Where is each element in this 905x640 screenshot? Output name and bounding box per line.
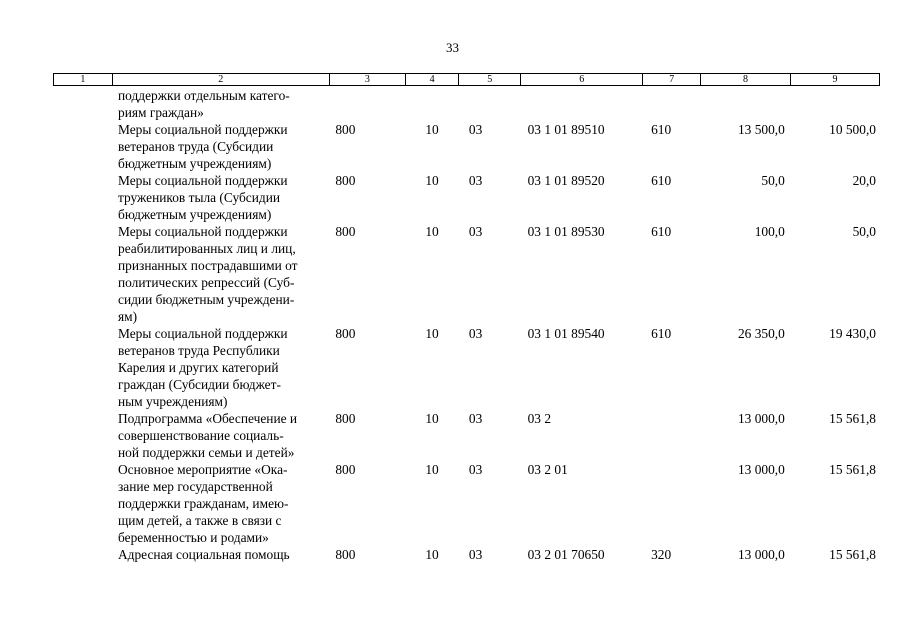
header-cell-4: 4 (405, 74, 459, 86)
header-cell-2: 2 (112, 74, 329, 86)
cell-c6 (521, 87, 643, 121)
row-name-line: Меры социальной поддержки (118, 122, 288, 137)
row-name-line: реабилитированных лиц и лиц, (118, 241, 296, 256)
table-row (53, 87, 880, 121)
row-name-line: бюджетным учреждениям) (118, 207, 272, 222)
cell-c8: 13 000,0 (737, 547, 785, 562)
row-name (53, 223, 329, 325)
row-name (53, 546, 329, 563)
row-name (53, 410, 329, 461)
row-name-line: ным учреждениям) (118, 394, 228, 409)
cell-c4: 10 (425, 224, 439, 239)
table-row (53, 325, 880, 410)
row-name-line: бюджетным учреждениям) (118, 156, 272, 171)
row-name-line: Меры социальной поддержки (118, 224, 288, 239)
cell-c6: 03 1 01 89540 (527, 326, 605, 341)
cell-c3 (329, 87, 405, 121)
cell-c3: 800 (335, 462, 356, 477)
cell-c9: 10 500,0 (829, 122, 876, 137)
cell-c4: 10 (425, 411, 439, 426)
header-cell-9: 9 (790, 74, 879, 86)
row-name-line: Карелия и других категорий (118, 360, 279, 375)
cell-c6: 03 2 01 70650 (527, 547, 605, 562)
cell-c3: 800 (335, 173, 356, 188)
cell-c8: 13 500,0 (737, 122, 785, 137)
header-cell-1: 1 (54, 74, 113, 86)
cell-c6: 03 2 (527, 411, 552, 426)
row-name-line: Адресная социальная помощь (118, 547, 290, 562)
cell-c5: 03 (468, 547, 483, 562)
row-name-line: щим детей, а также в связи с (118, 513, 282, 528)
cell-c3: 800 (335, 122, 356, 137)
page-number: 33 (446, 40, 459, 55)
row-name-line: граждан (Субсидии бюджет- (118, 377, 281, 392)
cell-c6: 03 2 01 (527, 462, 568, 477)
header-cell-7: 7 (643, 74, 701, 86)
row-name-line: тружеников тыла (Субсидии (118, 190, 281, 205)
row-name-line: политических репрессий (Суб- (118, 275, 295, 290)
cell-c7: 320 (651, 547, 672, 562)
cell-c8: 50,0 (761, 173, 785, 188)
cell-c4 (405, 87, 459, 121)
cell-c7: 610 (651, 224, 672, 239)
row-name-line: поддержки отдельным катего- (118, 88, 290, 103)
cell-c5: 03 (468, 326, 483, 341)
cell-c4: 10 (425, 326, 439, 341)
cell-c4: 10 (425, 173, 439, 188)
budget-table (53, 87, 880, 563)
row-name-line: Меры социальной поддержки (118, 173, 288, 188)
cell-c4: 10 (425, 547, 439, 562)
cell-c7: 610 (651, 173, 672, 188)
header-row (54, 74, 880, 86)
header-cell-5: 5 (459, 74, 521, 86)
cell-c6: 03 1 01 89530 (527, 224, 605, 239)
table-row (53, 223, 880, 325)
cell-c9: 19 430,0 (829, 326, 876, 341)
row-name-line: беременностью и родами» (118, 530, 269, 545)
column-number-header (53, 73, 880, 86)
cell-c3: 800 (335, 326, 356, 341)
table-row (53, 461, 880, 546)
cell-c8: 13 000,0 (737, 462, 785, 477)
cell-c6: 03 1 01 89510 (527, 122, 605, 137)
cell-c9 (791, 87, 880, 121)
row-name-line: риям граждан» (118, 105, 204, 120)
row-name-line: зание мер государственной (118, 479, 273, 494)
cell-c4: 10 (425, 122, 439, 137)
cell-c5: 03 (468, 224, 483, 239)
cell-c9: 15 561,8 (829, 462, 876, 477)
cell-c9: 50,0 (852, 224, 876, 239)
row-name (53, 172, 329, 223)
cell-c7 (643, 87, 701, 121)
cell-c3: 800 (335, 224, 356, 239)
row-name (53, 121, 329, 172)
cell-c4: 10 (425, 462, 439, 477)
cell-c9: 15 561,8 (829, 547, 876, 562)
table-row (53, 546, 880, 563)
header-cell-6: 6 (521, 74, 643, 86)
row-name (53, 87, 329, 121)
header-cell-3: 3 (329, 74, 405, 86)
cell-c5: 03 (468, 411, 483, 426)
table-row (53, 410, 880, 461)
cell-c5: 03 (468, 173, 483, 188)
cell-c8: 100,0 (754, 224, 785, 239)
row-name-line: поддержки гражданам, имею- (118, 496, 289, 511)
cell-c8: 26 350,0 (737, 326, 785, 341)
header-cell-8: 8 (701, 74, 791, 86)
cell-c8: 13 000,0 (737, 411, 785, 426)
cell-c5: 03 (468, 122, 483, 137)
cell-c7 (643, 461, 701, 546)
cell-c9: 20,0 (852, 173, 876, 188)
cell-c8 (701, 87, 791, 121)
cell-c7 (643, 410, 701, 461)
table-row (53, 172, 880, 223)
row-name-line: ветеранов труда Республики (118, 343, 280, 358)
row-name-line: ной поддержки семьи и детей» (118, 445, 295, 460)
cell-c5 (459, 87, 521, 121)
cell-c3: 800 (335, 547, 356, 562)
row-name-line: сидии бюджетным учреждени- (118, 292, 295, 307)
cell-c3: 800 (335, 411, 356, 426)
row-name-line: ям) (118, 309, 138, 324)
table-row (53, 121, 880, 172)
row-name (53, 325, 329, 410)
row-name-line: совершенствование социаль- (118, 428, 284, 443)
table-body (53, 87, 880, 563)
row-name-line: ветеранов труда (Субсидии (118, 139, 274, 154)
cell-c7: 610 (651, 122, 672, 137)
row-name-line: Основное мероприятие «Ока- (118, 462, 288, 477)
cell-c6: 03 1 01 89520 (527, 173, 605, 188)
cell-c5: 03 (468, 462, 483, 477)
row-name-line: признанных пострадавшими от (118, 258, 298, 273)
row-name-line: Меры социальной поддержки (118, 326, 288, 341)
cell-c9: 15 561,8 (829, 411, 876, 426)
row-name (53, 461, 329, 546)
row-name-line: Подпрограмма «Обеспечение и (118, 411, 298, 426)
cell-c7: 610 (651, 326, 672, 341)
